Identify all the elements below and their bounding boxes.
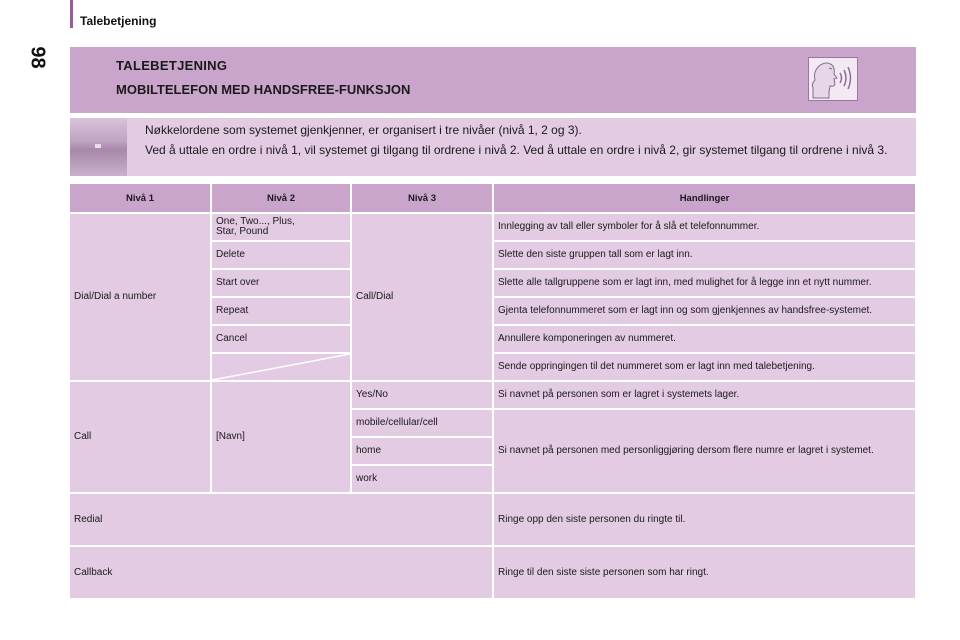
cell-level3: mobile/cellular/cell [352, 410, 492, 436]
cell-action: Annullere komponeringen av nummeret. [494, 326, 915, 352]
cell-call-level2: [Navn] [212, 382, 350, 492]
cell-level2: Repeat [212, 298, 350, 324]
cell-level2: One, Two..., Plus, Star, Pound [212, 214, 350, 240]
table-header-row [70, 184, 915, 212]
header-level-1: Nivå 1 [70, 184, 210, 212]
header-title: TALEBETJENING [116, 58, 228, 73]
cell-action: Si navnet på personen med personliggjøring dersom flere numre er lagret i systemet. [494, 410, 915, 492]
intro-text [145, 122, 905, 162]
cell-level3: work [352, 466, 492, 492]
header-level-3: Nivå 3 [352, 184, 492, 212]
cell-action: Sende oppringingen til det nummeret som er lagt inn med talebetjening. [494, 354, 915, 380]
header-band [70, 47, 916, 113]
header-subtitle: MOBILTELEFON MED HANDSFREE-FUNKSJON [116, 82, 411, 97]
cell-level2: Delete [212, 242, 350, 268]
cell-level3: Yes/No [352, 382, 492, 408]
section-title: Talebetjening [80, 14, 157, 28]
voice-command-table [68, 182, 917, 600]
header-level-2: Nivå 2 [212, 184, 350, 212]
cell-empty-diagonal [212, 354, 350, 380]
cell-action: Si navnet på personen som er lagret i systemets lager. [494, 382, 915, 408]
section-marker [70, 0, 73, 28]
cell-callback-level1: Callback [70, 547, 492, 598]
cell-level2: Start over [212, 270, 350, 296]
speaking-head-icon [808, 57, 858, 101]
page-number: 98 [26, 46, 49, 69]
intro-thumbnail [70, 118, 127, 176]
cell-dial-level1: Dial/Dial a number [70, 214, 210, 380]
intro-line-2: Ved å uttale en ordre i nivå 1, vil systemet gi tilgang til ordrene i nivå 2. Ved å uttale en ordre i nivå 2, gir systemet tilgang til ordrene i nivå 3. [145, 143, 888, 157]
cell-action: Slette alle tallgruppene som er lagt inn, med mulighet for å legge inn et nytt nummer. [494, 270, 915, 296]
cell-level3: home [352, 438, 492, 464]
thumbnail-mark [95, 144, 101, 148]
diagonal-strike [212, 354, 350, 380]
cell-action: Ringe opp den siste personen du ringte til. [494, 494, 915, 545]
cell-level2: Cancel [212, 326, 350, 352]
cell-call-level1: Call [70, 382, 210, 492]
cell-action: Gjenta telefonnummeret som er lagt inn og som gjenkjennes av handsfree-systemet. [494, 298, 915, 324]
cell-action: Ringe til den siste siste personen som har ringt. [494, 547, 915, 598]
header-actions: Handlinger [494, 184, 915, 212]
intro-line-1: Nøkkelordene som systemet gjenkjenner, er organisert i tre nivåer (nivå 1, 2 og 3). [145, 123, 582, 137]
cell-redial-level1: Redial [70, 494, 492, 545]
cell-action: Slette den siste gruppen tall som er lagt inn. [494, 242, 915, 268]
table-row [70, 382, 915, 408]
cell-action: Innlegging av tall eller symboler for å slå et telefonnummer. [494, 214, 915, 240]
table-row [70, 214, 915, 240]
table-row [70, 547, 915, 598]
table-row [70, 494, 915, 545]
cell-dial-level3: Call/Dial [352, 214, 492, 380]
